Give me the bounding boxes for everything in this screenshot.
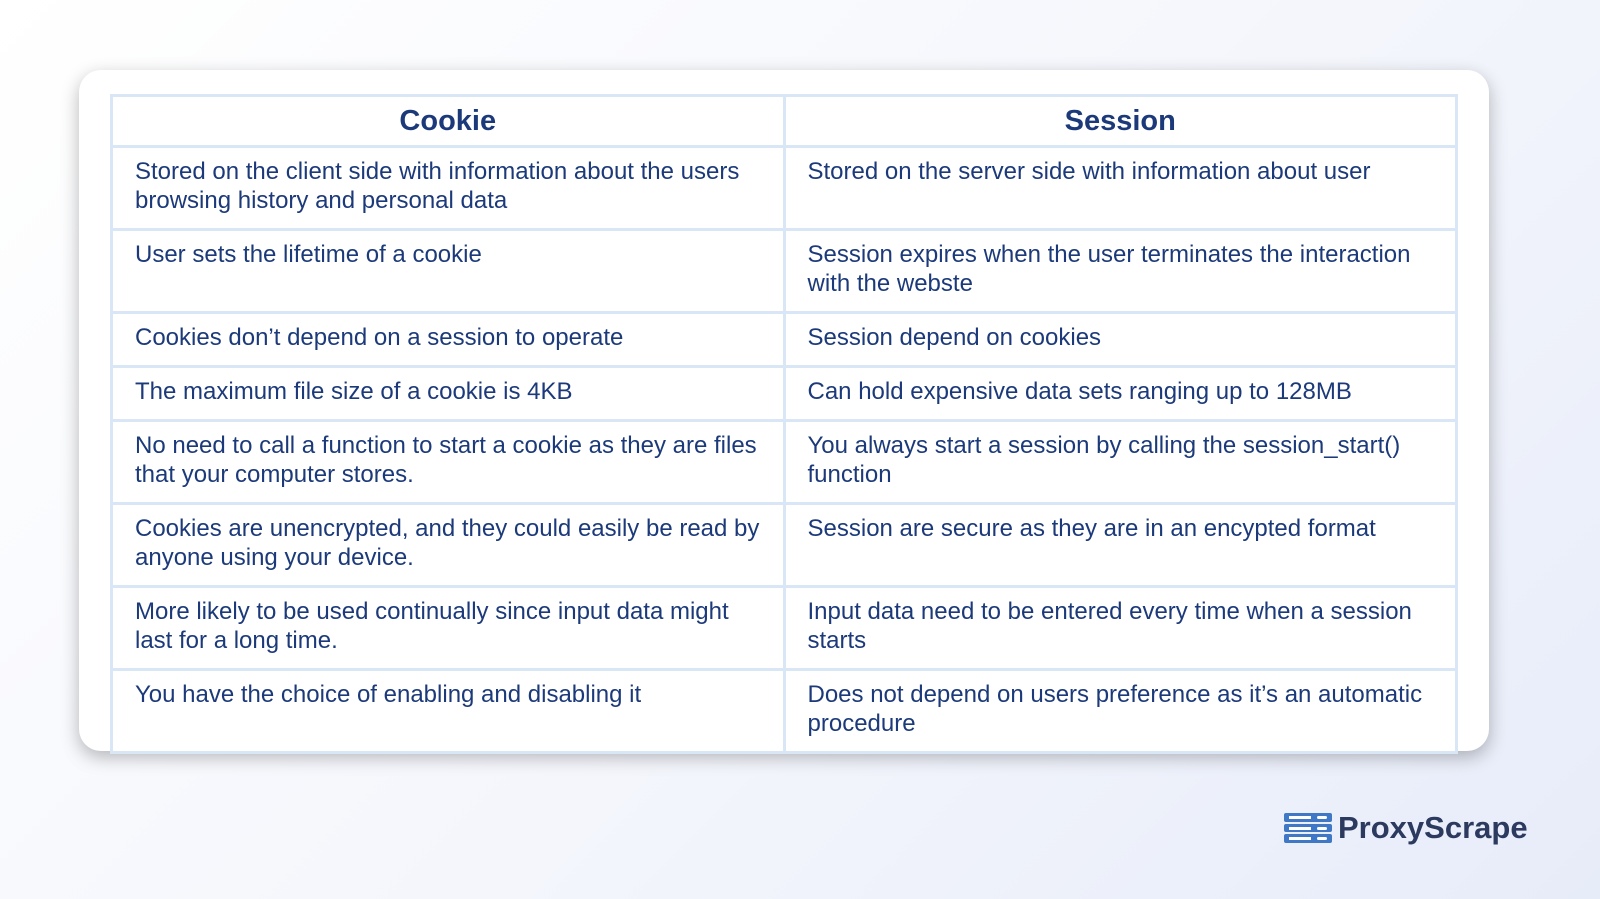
table-row (112, 587, 1457, 670)
table-row (112, 504, 1457, 587)
cookie-cell: Stored on the client side with information about the users browsing history and personal data (112, 147, 785, 230)
cookie-cell: More likely to be used continually since input data might last for a long time. (112, 587, 785, 670)
header-cookie: Cookie (112, 96, 785, 147)
session-cell: Can hold expensive data sets ranging up to 128MB (784, 367, 1457, 421)
cookie-cell: Cookies don’t depend on a session to operate (112, 313, 785, 367)
session-cell: Input data need to be entered every time when a session starts (784, 587, 1457, 670)
comparison-card (79, 70, 1489, 751)
brand-name: ProxyScrape (1338, 810, 1528, 845)
session-cell: Does not depend on users preference as it’s an automatic procedure (784, 670, 1457, 753)
table-row (112, 670, 1457, 753)
cookie-vs-session-table (110, 94, 1458, 754)
table-row (112, 367, 1457, 421)
server-stack-icon (1284, 813, 1332, 843)
cookie-cell: You have the choice of enabling and disabling it (112, 670, 785, 753)
session-cell: Session depend on cookies (784, 313, 1457, 367)
cookie-cell: Cookies are unencrypted, and they could easily be read by anyone using your device. (112, 504, 785, 587)
proxyscrape-logo (1284, 810, 1528, 846)
header-session: Session (784, 96, 1457, 147)
table-row (112, 147, 1457, 230)
cookie-cell: No need to call a function to start a cookie as they are files that your computer stores. (112, 421, 785, 504)
cookie-cell: User sets the lifetime of a cookie (112, 230, 785, 313)
table-row (112, 313, 1457, 367)
session-cell: You always start a session by calling the session_start() function (784, 421, 1457, 504)
session-cell: Stored on the server side with information about user (784, 147, 1457, 230)
cookie-cell: The maximum file size of a cookie is 4KB (112, 367, 785, 421)
table-row (112, 230, 1457, 313)
table-header-row (112, 96, 1457, 147)
session-cell: Session expires when the user terminates the interaction with the webste (784, 230, 1457, 313)
session-cell: Session are secure as they are in an encypted format (784, 504, 1457, 587)
table-row (112, 421, 1457, 504)
